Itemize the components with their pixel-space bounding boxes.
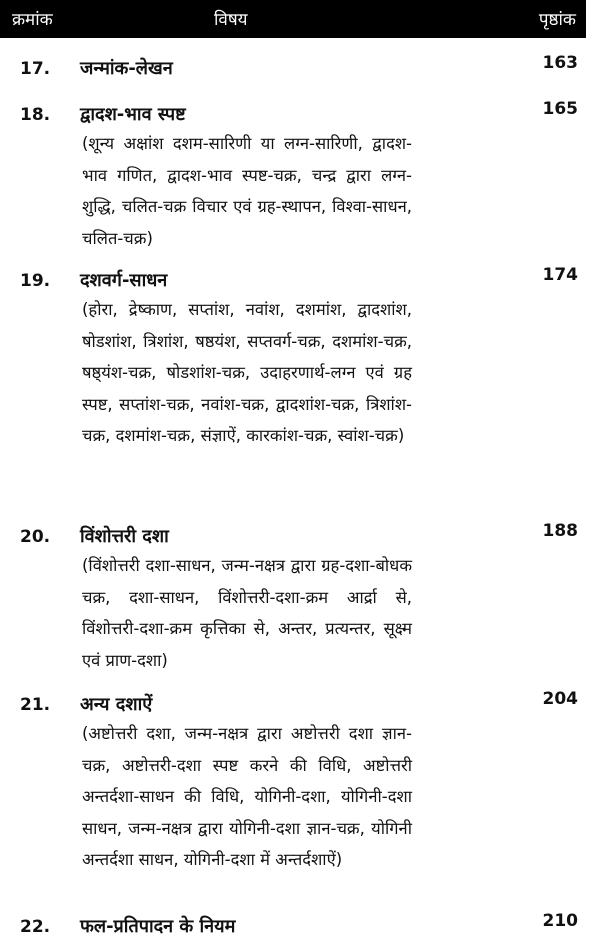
- header-subject-label: विषय: [214, 10, 248, 30]
- entry-page: 163: [542, 53, 578, 73]
- entry-page: 165: [542, 99, 578, 119]
- entry-page: 204: [542, 689, 578, 709]
- entry-number: 19.: [20, 271, 51, 291]
- entry-number: 22.: [20, 917, 51, 937]
- entry-number: 18.: [20, 105, 51, 125]
- entry-title: विंशोत्तरी दशा: [80, 526, 169, 547]
- entry-number: 20.: [20, 527, 51, 547]
- header-page-label: पृष्ठांक: [538, 10, 576, 30]
- header-number-label: क्रमांक: [12, 10, 53, 30]
- entry-description: (विंशोत्तरी दशा-साधन, जन्म-नक्षत्र द्वारा ग्रह-दशा-बोधक चक्र, दशा-साधन, विंशोत्तरी-दशा-क्रम आर्द्रा से, विंशोत्तरी-दशा-क्रम कृत्तिका से, अन्तर, प्रत्यन्तर, सूक्ष्म एवं प्राण-दशा): [82, 556, 412, 670]
- entry-title: जन्मांक-लेखन: [80, 58, 173, 79]
- entry-description: (अष्टोत्तरी दशा, जन्म-नक्षत्र द्वारा अष्टोत्तरी दशा ज्ञान-चक्र, अष्टोत्तरी-दशा स्पष्ट करने की विधि, अष्टोत्तरी अन्तर्दशा-साधन की विधि, योगिनी-दशा, योगिनी-दशा साधन, जन्म-नक्षत्र द्वारा योगिनी-दशा ज्ञान-चक्र, योगिनी अन्तर्दशा साधन, योगिनी-दशा में अन्तर्दशाऐं): [82, 724, 412, 869]
- toc-header: [0, 0, 586, 38]
- entry-title: अन्य दशाऐं: [80, 694, 153, 715]
- entry-page: 210: [542, 911, 578, 931]
- entry-title: द्वादश-भाव स्पष्ट: [80, 104, 186, 125]
- entry-number: 17.: [20, 59, 51, 79]
- entry-number: 21.: [20, 695, 51, 715]
- entry-title: दशवर्ग-साधन: [80, 270, 168, 291]
- entry-description: (शून्य अक्षांश दशम-सारिणी या लग्न-सारिणी, द्वादश-भाव गणित, द्वादश-भाव स्पष्ट-चक्र, चन्द्र द्वारा लग्न-शुद्धि, चलित-चक्र विचार एवं ग्रह-स्थापन, विश्वा-साधन, चलित-चक्र): [82, 134, 412, 248]
- entry-description: (होरा, द्रेष्काण, सप्तांश, नवांश, दशमांश, द्वादशांश, षोडशांश, त्रिशांश, षष्ठयंश, सप्तवर्ग-चक्र, दशमांश-चक्र, षष्ठ्यंश-चक्र, षोडशांश-चक्र, उदाहरणार्थ-लग्न एवं ग्रह स्पष्ट, सप्तांश-चक्र, नवांश-चक्र, द्वादशांश-चक्र, त्रिशांश-चक्र, दशमांश-चक्र, संज्ञाऐं, कारकांश-चक्र, स्वांश-चक्र): [82, 300, 412, 445]
- entry-page: 188: [542, 521, 578, 541]
- entry-page: 174: [542, 265, 578, 285]
- entry-title: फल-प्रतिपादन के नियम: [80, 916, 236, 937]
